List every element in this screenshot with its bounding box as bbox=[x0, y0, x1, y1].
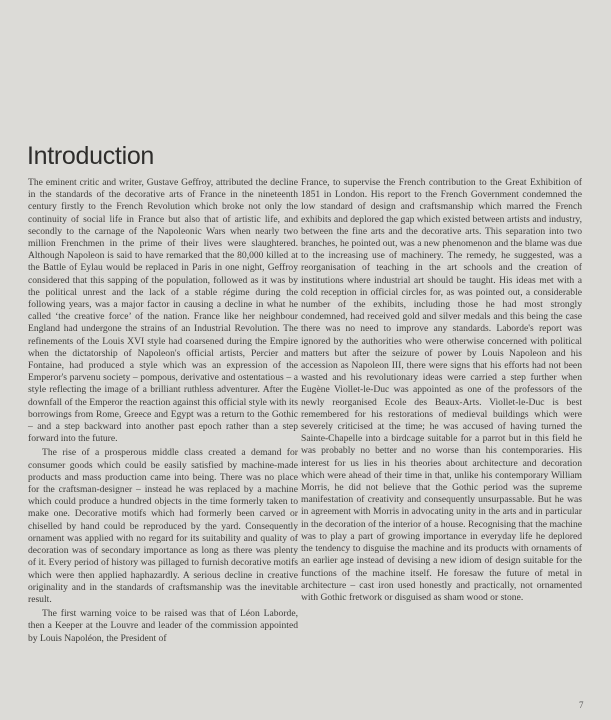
paragraph: France, to supervise the French contribution to the Great Exhibition of 1851 in London. His report to the French Government condemned the low standard of design and craftsmanship which marred the French exhibits and deplored the gap which existed between artists and industry, between the fine arts and the decorative arts. This separation into two branches, he pointed out, was a new phenomenon and the blame was due to the increasing use of machinery. The remedy, he suggested, was a reorganisation of teaching in the art schools and the creation of institutions where industrial art should be taught. His ideas met with a cold reception in official circles for, as was pointed out, a considerable number of the exhibits, including those he had most strongly condemned, had received gold and silver medals and this being the case there was no need to improve any standards. Laborde's report was ignored by the authorities who were otherwise concerned with political matters but after the seizure of power by Louis Napoleon and his accession as Napoleon III, there were signs that his efforts had not been wasted and his revolutionary ideas were carried a step further when Eugène Viollet-le-Duc was appointed as one of the professors of the newly reorganised Ecole des Beaux-Arts. Viollet-le-Duc is best remembered for his restorations of medieval buildings which were severely criticised at the time; he was accused of having turned the Sainte-Chapelle into a birdcage suitable for a parrot but in this field he was probably no better and no worse than his contemporaries. His interest for us lies in his theories about architecture and decoration which were ahead of their time in that, unlike his contemporary William Morris, he did not believe that the Gothic period was the supreme manifestation of creativity and consequently unsurpassable. But he was in agreement with Morris in advocating unity in the arts and in particular in the decoration of the interior of a house. Recognising that the machine was to play a part of growing importance in everyday life he deplored the tendency to disguise the machine and its products with ornaments of an earlier age instead of devising a new idiom of design suitable for the functions of the machine itself. He foresaw the future of metal in architecture – cast iron used honestly and practically, not ornamented with Gothic fretwork or disguised as sham wood or stone. bbox=[301, 177, 582, 603]
paragraph: The eminent critic and writer, Gustave Geffroy, attributed the decline in the standards of the decorative arts of France in the nineteenth century firstly to the French Revolution which broke not only the continuity of social life in France but also that of artistic life, and secondly to the carnage of the Napoleonic Wars when nearly two million Frenchmen in the prime of their lives were slaughtered. Although Napoleon is said to have remarked that the 80,000 killed at the Battle of Eylau would be replaced in Paris in one night, Geffroy considered that this sapping of the population, followed as it was by the political unrest and the lack of a stable régime during the following years, was a major factor in causing a decline in what he called ‘the creative force’ of the nation. France like her neighbour England had undergone the strains of an Industrial Revolution. The refinements of the Louis XVI style had coarsened during the Empire when the dictatorship of Napoleon's official artists, Percier and Fontaine, had produced a style which was an expression of the Emperor's parvenu society – pompous, derivative and ostentatious – a style reflecting the image of a brilliant ruthless adventurer. After the downfall of the Emperor the reaction against this official style with its borrowings from Rome, Greece and Egypt was a return to the Gothic – and a step backward into another past epoch rather than a step forward into the future. bbox=[28, 177, 298, 445]
paragraph: The rise of a prosperous middle class created a demand for consumer goods which could be easily satisfied by machine-made products and mass production came into being. There was no place for the craftsman-designer – instead he was replaced by a machine which could produce a hundred objects in the time formerly taken to make one. Decorative motifs which had formerly been carved or chiselled by hand could be reproduced by the yard. Consequently ornament was applied with no regard for its suitability and quality of decoration was of secondary importance as long as there was plenty of it. Every period of history was pillaged to furnish decorative motifs which were then applied haphazardly. A serious decline in creative originality and in the standards of craftsmanship was the inevitable result. bbox=[28, 447, 298, 605]
right-column bbox=[301, 177, 582, 604]
paragraph: The first warning voice to be raised was that of Léon Laborde, then a Keeper at the Louvre and leader of the commission appointed by Louis Napoléon, the President of bbox=[28, 608, 298, 644]
page-number: 7 bbox=[579, 700, 584, 710]
left-column bbox=[28, 177, 298, 645]
chapter-title: Introduction bbox=[27, 142, 155, 170]
